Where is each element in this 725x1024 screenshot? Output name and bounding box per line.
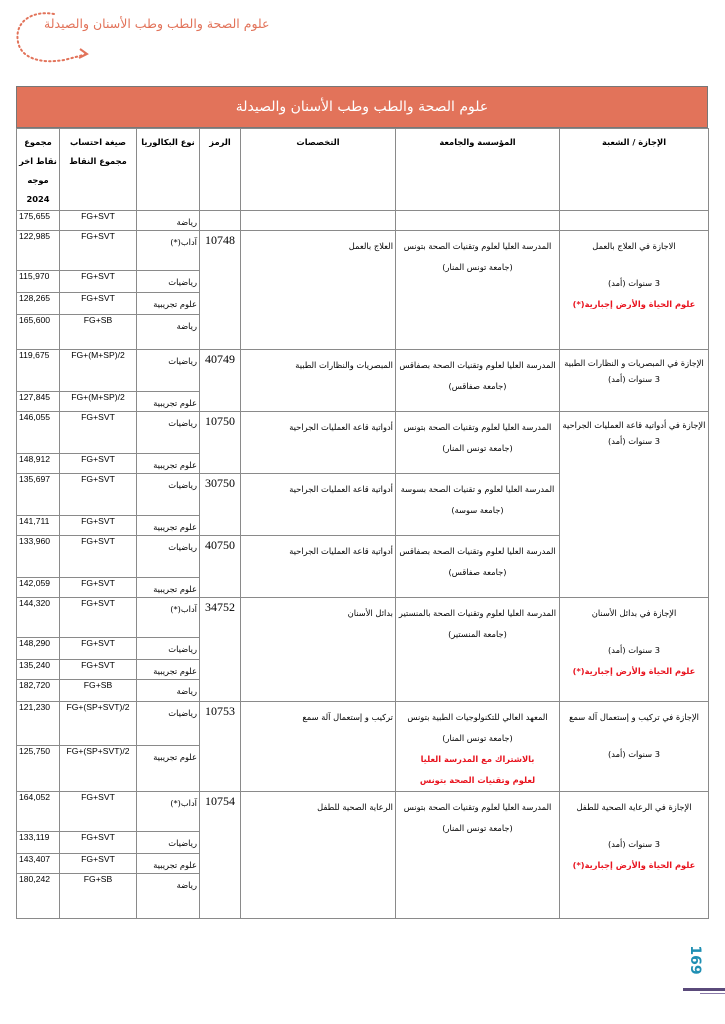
- score-cell: 133,119: [17, 832, 60, 854]
- institution-cell: [396, 702, 560, 792]
- formula-cell: FG+(M+SP)/2: [60, 392, 137, 412]
- code-cell: 10753: [200, 702, 241, 792]
- duration-label: 3 سنوات (أمد): [608, 645, 660, 655]
- score-cell: 148,912: [17, 454, 60, 474]
- score-cell: 135,697: [17, 474, 60, 516]
- specialty-cell: العلاج بالعمل: [241, 231, 396, 350]
- institution-cell: المدرسة العليا لعلوم وتقنيات الصحة بتونس (جامعة تونس المنار): [396, 412, 560, 474]
- specialty-cell: المبصريات والنظارات الطبية: [241, 350, 396, 412]
- score-cell: 180,242: [17, 874, 60, 919]
- bac-cell: علوم تجريبية: [137, 454, 200, 474]
- score-cell: 175,655: [17, 211, 60, 231]
- degree-cell: [560, 350, 709, 412]
- formula-cell: FG+SB: [60, 680, 137, 702]
- code-cell: 10750: [200, 412, 241, 474]
- formula-cell: FG+SVT: [60, 271, 137, 293]
- degree-cell: [560, 702, 709, 792]
- bac-cell: آداب(*): [137, 598, 200, 638]
- bac-cell: رياضيات: [137, 474, 200, 516]
- col-formula: صيغة احتساب مجموع النقاط: [60, 129, 137, 211]
- formula-cell: FG+SVT: [60, 638, 137, 660]
- formula-cell: FG+SB: [60, 315, 137, 350]
- bac-cell: رياضيات: [137, 350, 200, 392]
- degree-name: الإجازة في تركيب و إستعمال آلة سمع: [569, 712, 699, 722]
- formula-cell: FG+SVT: [60, 211, 137, 231]
- score-cell: 133,960: [17, 536, 60, 578]
- table-row: [17, 231, 709, 271]
- duration-label: 3 سنوات (أمد): [608, 749, 660, 759]
- page-number: 169: [687, 945, 703, 975]
- specialty-cell: أدواتية قاعة العمليات الجراحية: [241, 474, 396, 536]
- table-row: [17, 792, 709, 832]
- specialty-cell: بدائل الأسنان: [241, 598, 396, 702]
- bac-cell: رياضيات: [137, 702, 200, 746]
- table-row: [17, 412, 709, 454]
- formula-cell: FG+(SP+SVT)/2: [60, 702, 137, 746]
- code-cell: 10754: [200, 792, 241, 919]
- formula-cell: FG+SVT: [60, 412, 137, 454]
- score-cell: 164,052: [17, 792, 60, 832]
- institution-cell: المدرسة العليا لعلوم وتقنيات الصحة بتونس (جامعة تونس المنار): [396, 231, 560, 350]
- bac-cell: رياضة: [137, 315, 200, 350]
- specialty-cell: تركيب و إستعمال آلة سمع: [241, 702, 396, 792]
- score-cell: 143,407: [17, 854, 60, 874]
- bac-cell: رياضيات: [137, 832, 200, 854]
- degree-name: الإجازة في المبصريات و النظارات الطبية: [564, 358, 704, 368]
- code-cell: 40750: [200, 536, 241, 598]
- bac-cell: آداب(*): [137, 792, 200, 832]
- bac-cell: رياضة: [137, 680, 200, 702]
- formula-cell: FG+(SP+SVT)/2: [60, 745, 137, 791]
- table-row: [17, 350, 709, 392]
- code-cell: 30750: [200, 474, 241, 536]
- formula-cell: FG+SVT: [60, 516, 137, 536]
- bac-cell: آداب(*): [137, 231, 200, 271]
- programs-table: [16, 128, 709, 919]
- formula-cell: FG+SVT: [60, 832, 137, 854]
- partnership-note: بالاشتراك مع المدرسة العليا: [420, 754, 535, 764]
- table-header-row: [17, 129, 709, 211]
- table-row: [17, 598, 709, 638]
- score-cell: 127,845: [17, 392, 60, 412]
- duration-label: 3 سنوات (أمد): [608, 839, 660, 849]
- page-number-rule: [683, 988, 725, 991]
- score-cell: 125,750: [17, 745, 60, 791]
- bac-cell: رياضة: [137, 874, 200, 919]
- score-cell: 141,711: [17, 516, 60, 536]
- degree-name: الاجازة في العلاج بالعمل: [592, 241, 676, 251]
- bac-cell: علوم تجريبية: [137, 293, 200, 315]
- formula-cell: FG+SVT: [60, 578, 137, 598]
- bac-cell: رياضيات: [137, 412, 200, 454]
- requirement-note: علوم الحياة والأرض إجبارية(*): [572, 299, 696, 309]
- score-cell: 148,290: [17, 638, 60, 660]
- degree-cell: [560, 792, 709, 919]
- formula-cell: FG+SVT: [60, 792, 137, 832]
- score-cell: 142,059: [17, 578, 60, 598]
- col-bac-type: نوع البكالوريا: [137, 129, 200, 211]
- code-cell: 34752: [200, 598, 241, 702]
- specialty-cell: الرعاية الصحية للطفل: [241, 792, 396, 919]
- col-degree: الإجازة / الشعبة: [560, 129, 709, 211]
- bac-cell: رياضيات: [137, 536, 200, 578]
- formula-cell: FG+SVT: [60, 454, 137, 474]
- bac-cell: رياضيات: [137, 271, 200, 293]
- institution-cell: المدرسة العليا لعلوم وتقنيات الصحة بصفاقس (جامعة صفاقس): [396, 536, 560, 598]
- degree-cell: [560, 231, 709, 350]
- score-cell: 135,240: [17, 660, 60, 680]
- specialty-cell: أدواتية قاعة العمليات الجراحية: [241, 412, 396, 474]
- degree-cell: [560, 412, 709, 598]
- bac-cell: رياضيات: [137, 638, 200, 660]
- institution-cell: المدرسة العليا لعلوم وتقنيات الصحة بتونس (جامعة تونس المنار): [396, 792, 560, 919]
- specialty-cell: أدواتية قاعة العمليات الجراحية: [241, 536, 396, 598]
- degree-name: الإجازة في أدواتية قاعة العمليات الجراحية: [562, 420, 706, 430]
- col-specialties: التخصصات: [241, 129, 396, 211]
- table-row: [17, 702, 709, 746]
- duration-label: 3 سنوات (أمد): [608, 374, 660, 384]
- table-title: علوم الصحة والطب وطب الأسنان والصيدلة: [16, 86, 708, 128]
- col-last-score: مجموع نقاط اخر موجه 2024: [17, 129, 60, 211]
- score-cell: 146,055: [17, 412, 60, 454]
- partnership-note: لعلوم وتقنيات الصحة بتونس: [419, 775, 536, 785]
- degree-name: الإجازة في بدائل الأسنان: [591, 608, 677, 618]
- formula-cell: FG+SVT: [60, 854, 137, 874]
- formula-cell: FG+SVT: [60, 598, 137, 638]
- formula-cell: FG+SVT: [60, 231, 137, 271]
- formula-cell: FG+(M+SP)/2: [60, 350, 137, 392]
- table-row: [17, 211, 709, 231]
- score-cell: 144,320: [17, 598, 60, 638]
- bac-cell: علوم تجريبية: [137, 745, 200, 791]
- bac-cell: علوم تجريبية: [137, 660, 200, 680]
- score-cell: 122,985: [17, 231, 60, 271]
- code-cell: 40749: [200, 350, 241, 412]
- col-code: الرمز: [200, 129, 241, 211]
- bac-cell: رياضة: [137, 211, 200, 231]
- degree-name: الإجازة في الرعاية الصحية للطفل: [576, 802, 692, 812]
- score-cell: 121,230: [17, 702, 60, 746]
- page-number-rule: [700, 993, 725, 994]
- formula-cell: FG+SB: [60, 874, 137, 919]
- institution-cell: المدرسة العليا لعلوم وتقنيات الصحة بالمنستير (جامعة المنستير): [396, 598, 560, 702]
- duration-label: 3 سنوات (أمد): [608, 278, 660, 288]
- duration-label: 3 سنوات (أمد): [608, 436, 660, 446]
- formula-cell: FG+SVT: [60, 660, 137, 680]
- formula-cell: FG+SVT: [60, 536, 137, 578]
- bac-cell: علوم تجريبية: [137, 392, 200, 412]
- requirement-note: علوم الحياة والأرض إجبارية(*): [572, 860, 696, 870]
- formula-cell: FG+SVT: [60, 474, 137, 516]
- bac-cell: علوم تجريبية: [137, 516, 200, 536]
- score-cell: 128,265: [17, 293, 60, 315]
- score-cell: 165,600: [17, 315, 60, 350]
- col-institution: المؤسسة والجامعة: [396, 129, 560, 211]
- formula-cell: FG+SVT: [60, 293, 137, 315]
- code-cell: 10748: [200, 231, 241, 350]
- institution-cell: المدرسة العليا لعلوم و تقنيات الصحة بسوسة (جامعة سوسة): [396, 474, 560, 536]
- institution-name: المعهد العالي للتكنولوجيات الطبية بتونس (جامعة تونس المنار): [407, 712, 548, 743]
- header-title: علوم الصحة والطب وطب الأسنان والصيدلة: [44, 16, 270, 31]
- institution-cell: المدرسة العليا لعلوم وتقنيات الصحة بصفاقس (جامعة صفاقس): [396, 350, 560, 412]
- degree-cell: [560, 598, 709, 702]
- score-cell: 119,675: [17, 350, 60, 392]
- bac-cell: علوم تجريبية: [137, 854, 200, 874]
- requirement-note: علوم الحياة والأرض إجبارية(*): [572, 666, 696, 676]
- score-cell: 182,720: [17, 680, 60, 702]
- score-cell: 115,970: [17, 271, 60, 293]
- bac-cell: علوم تجريبية: [137, 578, 200, 598]
